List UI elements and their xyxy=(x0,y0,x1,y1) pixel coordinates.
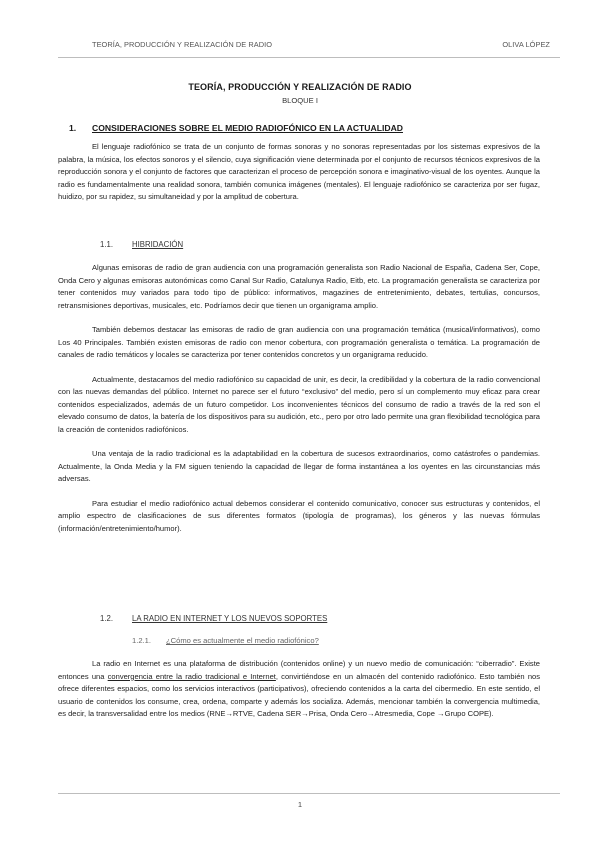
paragraph: El lenguaje radiofónico se trata de un conjunto de formas sonoras y no sonoras representadas por los sistemas expresivos de la palabra, la música, los efectos sonoros y el silencio, cuya significación viene determinada por el conjunto de recursos técnicos expresivos de la reproducción sonora y el conjunto de factores que caracterizan el proceso de percepción sonora e imaginativo-visual de los oyentes. Aunque la radio es fundamentalmente una realidad sonora, también comunica imágenes (mentales). El lenguaje radiofónico se caracteriza por ser fugaz, huidizo, por su rapidez, su simultaneidad y por la amplitud de cobertura. xyxy=(58,142,540,201)
subsection-title: LA RADIO EN INTERNET Y LOS NUEVOS SOPORTES xyxy=(132,614,328,623)
subsubsection-number: 1.2.1. xyxy=(132,636,151,645)
subsection-title: HIBRIDACIÓN xyxy=(132,240,184,249)
document-subtitle: BLOQUE I xyxy=(282,96,318,105)
underlined-phrase: convergencia entre la radio tradicional e Internet xyxy=(107,671,276,681)
paragraph-text: La radio en Internet es una plataforma de distribución (contenidos online) y un nuevo medio de comunicación: “ciberradio”. Existe entonces una xyxy=(58,659,540,681)
subsubsection-title: ¿Cómo es actualmente el medio radiofónico? xyxy=(166,636,319,645)
section-number: 1. xyxy=(69,123,77,133)
running-header-title: TEORÍA, PRODUCCIÓN Y REALIZACIÓN DE RADIO xyxy=(92,40,273,49)
paragraph: Algunas emisoras de radio de gran audiencia con una programación generalista son Radio Nacional de España, Cadena Ser, Cope, Onda Cero y algunas emisoras autonómicas como Canal Sur Radio, Catalunya Radio, Eitb, etc. La programación generalista se caracteriza por tener contenidos muy variados para todo tipo de público: informativos, magazines de entretenimiento, debates, tertulias, concursos, retransmisiones deportivas, musicales, etc. Podríamos decir que tienen un organigrama amplio. xyxy=(58,263,540,310)
running-header-author: OLIVA LÓPEZ xyxy=(502,40,550,49)
subsection-number: 1.2. xyxy=(100,614,114,623)
paragraph: Para estudiar el medio radiofónico actual debemos considerar el contenido comunicativo, conocer sus estructuras y contenidos, el amplio espectro de clasificaciones de sus diferentes formatos (tipología de programas), los géneros y las nuevas fórmulas (información/entretenimiento/humor). xyxy=(58,498,540,533)
section-body xyxy=(58,141,540,216)
subsection-body xyxy=(58,262,540,547)
paragraph xyxy=(58,658,540,721)
paragraph: Una ventaja de la radio tradicional es la adaptabilidad en la cobertura de sucesos extraordinarios, como catástrofes o pandemias. Actualmente, la Onda Media y la FM siguen teniendo la capacidad de llegar de forma instantánea a los oyentes en las circunstancias más adversas. xyxy=(58,449,540,483)
paragraph: También debemos destacar las emisoras de radio de gran audiencia con una programación temática (musical/informativos), como Los 40 Principales. También existen emisoras de radio con menor cobertura, con programación generalista o temática. La programación de canales de radio temáticos y locales se caracteriza por tener contenidos concretos y un organigrama reducido. xyxy=(58,325,540,359)
page-number: 1 xyxy=(297,800,303,809)
subsection-body xyxy=(58,658,540,733)
paragraph: Actualmente, destacamos del medio radiofónico su capacidad de unir, es decir, la credibilidad y la cobertura de la radio convencional con las nuevas demandas del público. Internet no parece ser el futuro “exclusivo” del medio, pero sí un complemento muy eficaz para crear contenidos especializados, además de un futuro competidor. Los inconvenientes técnicos del consumo de radio a través de la red son el elevado consumo de datos, la batería de los dispositivos para su audición, etc., pero por otro lado permite una gran flexibilidad tecnológica para la creación de contenidos radiofónicos. xyxy=(58,374,540,434)
header-divider xyxy=(58,57,560,58)
section-title: CONSIDERACIONES SOBRE EL MEDIO RADIOFÓNICO EN LA ACTUALIDAD xyxy=(92,123,403,133)
subsection-number: 1.1. xyxy=(100,240,114,249)
paragraph-text: , convirtiéndose en un almacén del contenido radiofónico. Esto también nos ofrece diferentes espacios, como los servicios interactivos (participativos), ofreciendo contenidos a la carta del cibermedio. En este sentido, el usuario de contenidos los consume, crea, ordena, comparte y además los socializa. Además, mencionar también la convergencia multimedia, es decir, la transversalidad entre los medios (RNE→RTVE, Cadena SER→Prisa, Onda Cero→Atresmedia, Cope →Grupo COPE). xyxy=(58,671,541,718)
footer-divider xyxy=(58,793,560,794)
document-title: TEORÍA, PRODUCCIÓN Y REALIZACIÓN DE RADIO xyxy=(188,82,412,92)
